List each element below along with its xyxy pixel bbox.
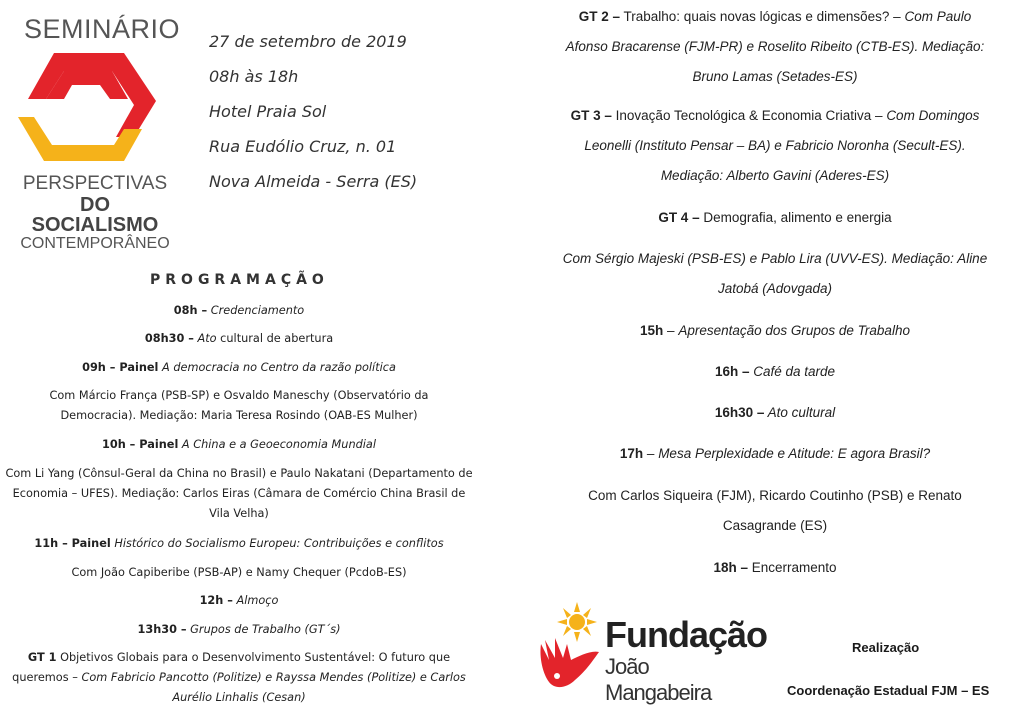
program-item-gt4: GT 4 – Demografia, alimento e energia (658, 210, 892, 225)
seminar-line1: PERSPECTIVAS (22, 173, 168, 194)
coordenacao-label: Coordenação Estadual FJM – ES (787, 683, 990, 698)
program-item-gt1: GT 1 Objetivos Globais para o Desenvolvimento Sustentável: O futuro que queremos – Com Fabricio Pancotto (Politize) e Rayssa Mendes (Politize) e Carlos Aurélio Linhalis (Cesan) (12, 651, 466, 704)
program-item-gt2: GT 2 – Trabalho: quais novas lógicas e dimensões? – Com Paulo Afonso Bracarense (FJM-PR) e Roselito Ribeito (CTB-ES). Mediação: Bruno Lamas (Setades-ES) (565, 9, 985, 84)
program-item-gt3: GT 3 – Inovação Tecnológica & Economia Criativa – Com Domingos Leonelli (Instituto Pensar – BA) e Fabricio Noronha (Secult-ES). Mediação: Alberto Gavini (Aderes-ES) (570, 108, 980, 183)
seminar-title: SEMINÁRIO (24, 14, 181, 44)
program-item: 08h – Credenciamento (173, 304, 305, 317)
program-item: 16h – Café da tarde (714, 364, 836, 379)
program-item: 16h30 – Ato cultural (714, 405, 836, 420)
fjm-logo (535, 600, 768, 705)
seminar-line3: CONTEMPORÂNEO (20, 235, 170, 252)
event-date: 27 de setembro de 2019 (209, 32, 407, 51)
program-item: 08h30 – Ato cultural de abertura (144, 332, 334, 345)
program-item: 13h30 – Grupos de Trabalho (GT´s) (137, 623, 341, 636)
fjm-hand-dove-icon (535, 600, 605, 696)
program-speakers: Com Carlos Siqueira (FJM), Ricardo Coutinho (PSB) e Renato Casagrande (ES) (588, 488, 962, 533)
fjm-subname: João Mangabeira (605, 654, 712, 705)
program-item: 10h – Painel A China e a Geoeconomia Mundial (101, 438, 376, 451)
program-item: 09h – Painel A democracia no Centro da razão política (82, 361, 396, 374)
program-item: 15h – Apresentação dos Grupos de Trabalho (640, 323, 910, 338)
program-speakers: Com João Capiberibe (PSB-AP) e Namy Chequer (PcdoB-ES) (71, 566, 407, 579)
realizacao-label: Realização (852, 640, 920, 655)
event-city: Nova Almeida - Serra (ES) (209, 172, 418, 191)
program-speakers: Com Sérgio Majeski (PSB-ES) e Pablo Lira (UVV-ES). Mediação: Aline Jatobá (Adovgada) (562, 251, 988, 296)
fjm-name: Fundação (605, 614, 768, 655)
program-left-column (0, 0, 478, 710)
event-venue: Hotel Praia Sol (209, 102, 327, 121)
program-item: 12h – Almoço (199, 594, 279, 607)
program-title: PROGRAMAÇÃO (150, 272, 329, 288)
program-right-column (535, 0, 1015, 600)
program-speakers: Com Li Yang (Cônsul-Geral da China no Brasil) e Paulo Nakatani (Departamento de Economia – UFES). Mediação: Carlos Eiras (Câmara de Comércio China Brasil de Vila Velha) (5, 467, 473, 520)
event-street: Rua Eudólio Cruz, n. 01 (209, 137, 397, 156)
program-item: 11h – Painel Histórico do Socialismo Europeu: Contribuições e conflitos (34, 537, 444, 550)
event-time: 08h às 18h (209, 67, 299, 86)
seminar-line2: DO SOCIALISMO (31, 194, 159, 236)
program-item: 17h – Mesa Perplexidade e Atitude: E agora Brasil? (619, 446, 931, 461)
program-item: 18h – Encerramento (713, 560, 837, 575)
program-speakers: Com Márcio França (PSB-SP) e Osvaldo Maneschy (Observatório da Democracia). Mediação: Maria Teresa Rosindo (OAB-ES Mulher) (49, 389, 429, 422)
